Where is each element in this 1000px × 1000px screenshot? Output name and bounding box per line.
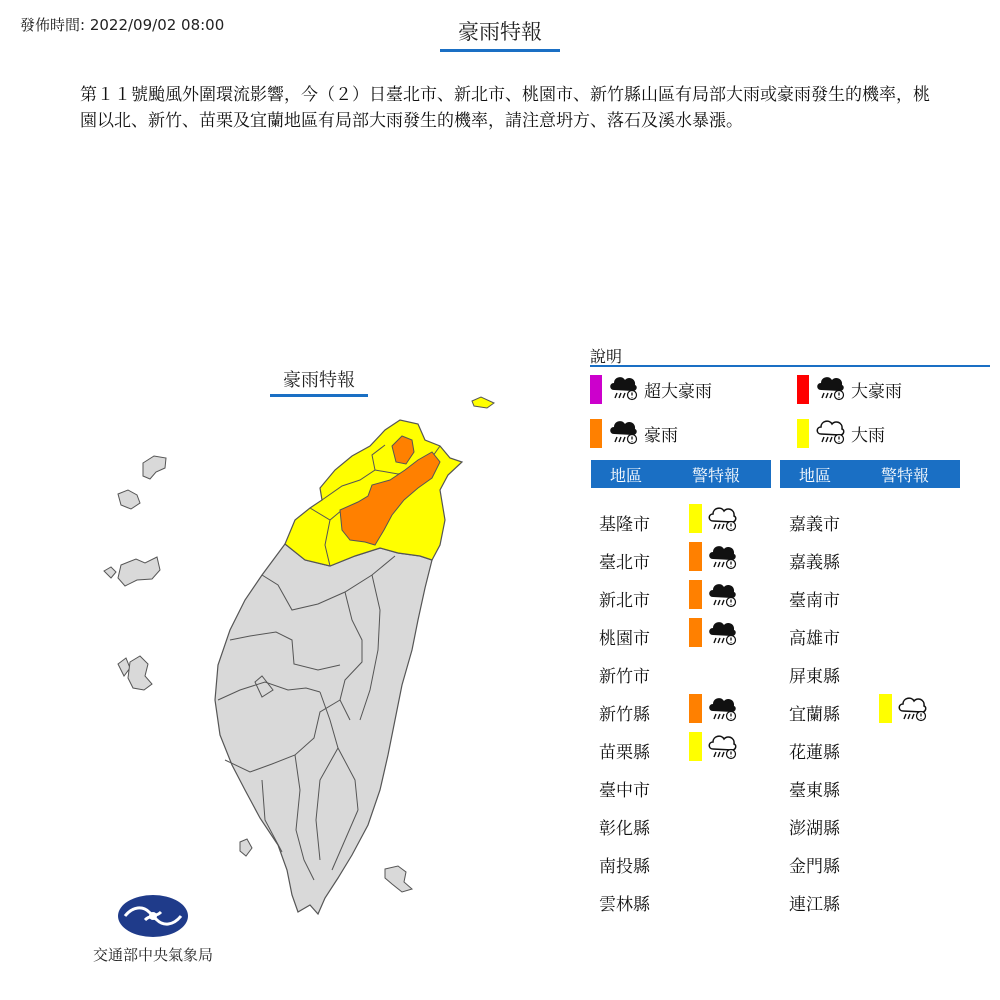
storm-cloud-icon	[707, 618, 737, 650]
legend-swatch	[590, 419, 602, 448]
island-matsu-south	[118, 490, 140, 509]
table-row-region: 高雄市	[789, 629, 840, 649]
table-row-region: 連江縣	[789, 895, 840, 915]
legend-title: 說明	[590, 347, 623, 366]
legend-label: 豪雨	[644, 425, 678, 446]
legend-label: 大雨	[851, 425, 885, 446]
col-warning-right: 警特報	[880, 465, 929, 485]
table-row-region: 雲林縣	[599, 895, 650, 915]
table-row-region: 桃園市	[599, 629, 650, 649]
island-kinmen	[118, 557, 160, 586]
table-row-region: 嘉義縣	[789, 553, 840, 573]
table-row-region: 基隆市	[599, 515, 650, 535]
legend-divider	[590, 365, 990, 367]
warning-swatch	[689, 618, 702, 647]
rain-cloud-outline-icon	[707, 504, 737, 536]
warning-swatch	[689, 732, 702, 761]
table-row-region: 屏東縣	[789, 667, 840, 687]
storm-cloud-icon	[815, 373, 845, 405]
bulletin-text: 第１１號颱風外圍環流影響，今（２）日臺北市、新北市、桃園市、新竹縣山區有局部大雨或豪雨發生的機率，桃園以北、新竹、苗栗及宜蘭地區有局部大雨發生的機率，請注意坍方、落石及溪水暴漲。	[80, 85, 930, 131]
island-matsu-north	[143, 456, 166, 479]
table-row-region: 臺南市	[789, 591, 840, 611]
warning-swatch	[689, 580, 702, 609]
storm-cloud-icon	[707, 580, 737, 612]
storm-cloud-icon	[608, 373, 638, 405]
storm-cloud-icon	[608, 417, 638, 449]
warning-swatch	[689, 542, 702, 571]
table-row-region: 臺東縣	[789, 781, 840, 801]
taiwan-warning-map	[0, 380, 560, 940]
table-row-region: 澎湖縣	[789, 819, 840, 839]
table-row-region: 宜蘭縣	[789, 705, 840, 725]
table-row-region: 新北市	[599, 591, 650, 611]
legend-item	[797, 374, 902, 404]
table-row-region: 臺中市	[599, 781, 650, 801]
table-row-region: 南投縣	[599, 857, 650, 877]
page-title: 豪雨特報	[440, 16, 560, 52]
table-row-region: 苗栗縣	[599, 743, 650, 763]
island-kinmen-small	[104, 567, 116, 578]
col-region-right: 地區	[798, 465, 831, 485]
table-row-region: 新竹縣	[599, 705, 650, 725]
rain-cloud-outline-icon	[707, 732, 737, 764]
col-region-left: 地區	[609, 465, 642, 485]
legend-item	[797, 418, 885, 448]
legend-swatch	[590, 375, 602, 404]
agency-name: 交通部中央氣象局	[92, 946, 213, 964]
table-header-left	[591, 460, 771, 488]
legend-item	[590, 374, 712, 404]
table-row-region: 嘉義市	[789, 515, 840, 535]
storm-cloud-icon	[707, 542, 737, 574]
legend-swatch	[797, 375, 809, 404]
table-row-region: 新竹市	[599, 667, 650, 687]
issue-time: 發佈時間: 2022/09/02 08:00	[20, 16, 225, 34]
map-title: 豪雨特報	[270, 366, 368, 397]
table-row-region: 花蓮縣	[789, 743, 840, 763]
warning-swatch	[879, 694, 892, 723]
island-xiaoliuqiu	[240, 839, 252, 856]
storm-cloud-icon	[707, 694, 737, 726]
rain-cloud-outline-icon	[815, 417, 845, 449]
rain-cloud-outline-icon	[897, 694, 927, 726]
island-lanyu	[385, 866, 412, 892]
table-row-region: 彰化縣	[599, 819, 650, 839]
table-row-region: 臺北市	[599, 553, 650, 573]
warning-swatch	[689, 504, 702, 533]
legend-label: 超大豪雨	[644, 381, 712, 402]
table-row-region: 金門縣	[789, 857, 840, 877]
warning-swatch	[689, 694, 702, 723]
legend-item	[590, 418, 678, 448]
island-guishan	[472, 397, 494, 408]
legend-swatch	[797, 419, 809, 448]
col-warning-left: 警特報	[691, 465, 740, 485]
island-penghu-2	[128, 656, 152, 690]
region-central-south	[215, 544, 432, 914]
table-header-right	[780, 460, 960, 488]
cwb-logo-icon	[117, 894, 189, 938]
legend-label: 大豪雨	[851, 381, 902, 402]
